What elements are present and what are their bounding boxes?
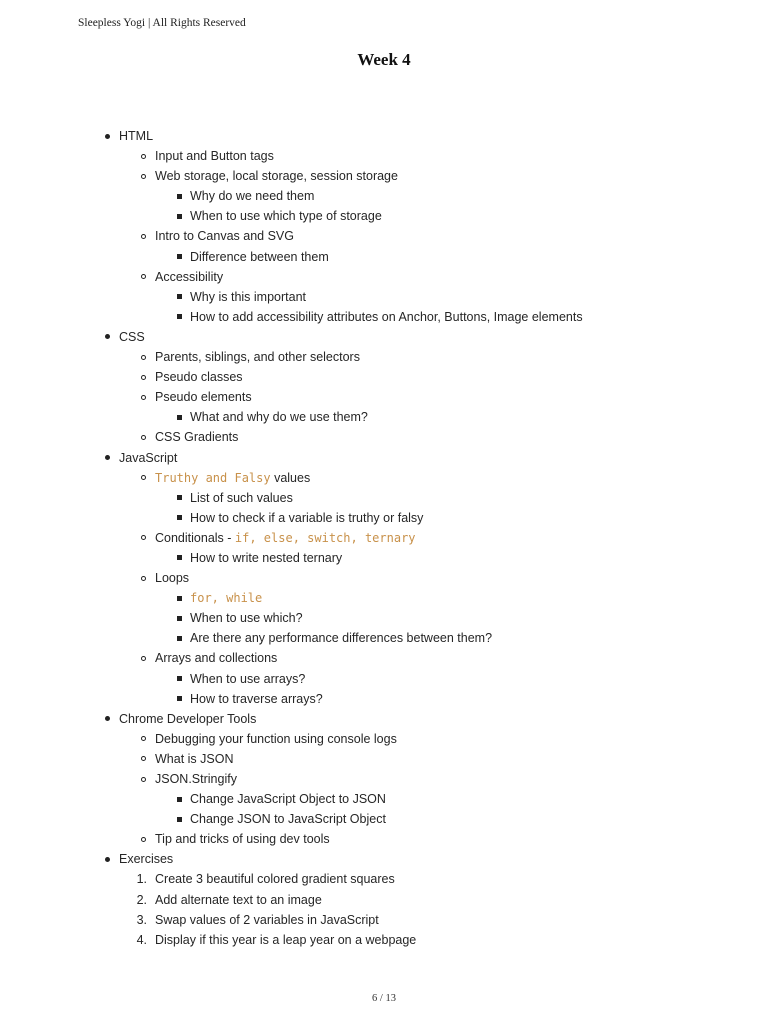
list-item-text [155, 890, 322, 910]
list-item-level-3 [0, 186, 768, 206]
list-item-text [155, 166, 398, 186]
list-item-text [155, 749, 234, 769]
numbered-item [0, 910, 768, 930]
square-bullet-icon [177, 555, 182, 560]
circle-bullet-icon [141, 174, 146, 179]
item-label: How to add accessibility attributes on Anchor, Buttons, Image elements [190, 309, 583, 324]
item-label: What and why do we use them? [190, 410, 368, 425]
list-item-text [190, 588, 262, 608]
list-item-text [155, 267, 223, 287]
list-item-text [119, 448, 177, 468]
item-label: Difference between them [190, 249, 329, 264]
item-label: Exercises [119, 852, 174, 867]
circle-bullet-icon [141, 576, 146, 581]
list-item-level-1 [0, 126, 768, 146]
list-item-level-3 [0, 689, 768, 709]
list-item-text [155, 930, 416, 950]
list-item-level-2 [0, 267, 768, 287]
square-bullet-icon [177, 214, 182, 219]
item-label: Create 3 beautiful colored gradient squares [155, 872, 395, 887]
square-bullet-icon [177, 616, 182, 621]
item-label: How to check if a variable is truthy or falsy [190, 510, 424, 525]
circle-bullet-icon [141, 756, 146, 761]
list-item-level-2 [0, 528, 768, 548]
outline-list [0, 126, 768, 950]
list-item-level-2 [0, 146, 768, 166]
list-item-level-3 [0, 789, 768, 809]
square-bullet-icon [177, 515, 182, 520]
list-item-text [190, 287, 306, 307]
item-label: CSS Gradients [155, 430, 239, 445]
list-item-text [155, 387, 252, 407]
item-label: When to use which? [190, 611, 303, 626]
numbered-item [0, 890, 768, 910]
item-label: What is JSON [155, 751, 234, 766]
item-label: Parents, siblings, and other selectors [155, 350, 360, 365]
circle-bullet-icon [141, 736, 146, 741]
list-item-level-3 [0, 809, 768, 829]
item-label: When to use which type of storage [190, 209, 382, 224]
numbered-item [0, 930, 768, 950]
disc-bullet-icon [105, 716, 110, 721]
list-item-text [190, 628, 492, 648]
list-item-text [155, 568, 189, 588]
square-bullet-icon [177, 415, 182, 420]
list-item-text [190, 508, 423, 528]
item-label: Pseudo classes [155, 370, 243, 385]
circle-bullet-icon [141, 656, 146, 661]
list-item-text [190, 689, 323, 709]
list-item-text [155, 146, 274, 166]
list-item-text [119, 327, 145, 347]
list-number: 4. [136, 932, 147, 947]
disc-bullet-icon [105, 134, 110, 139]
item-label: Change JSON to JavaScript Object [190, 812, 386, 827]
item-label: When to use arrays? [190, 671, 306, 686]
disc-bullet-icon [105, 455, 110, 460]
item-label: Intro to Canvas and SVG [155, 229, 294, 244]
list-item-text [155, 910, 379, 930]
item-label: Why do we need them [190, 189, 315, 204]
item-label: Conditionals - [155, 530, 235, 545]
list-item-level-2 [0, 568, 768, 588]
list-item-text [190, 407, 368, 427]
numbered-item [0, 869, 768, 889]
square-bullet-icon [177, 254, 182, 259]
list-number: 3. [136, 912, 147, 927]
list-item-level-3 [0, 307, 768, 327]
list-item-text [190, 247, 329, 267]
item-label: Display if this year is a leap year on a webpage [155, 932, 417, 947]
square-bullet-icon [177, 636, 182, 641]
list-item-text [190, 789, 386, 809]
list-number: 1. [136, 872, 147, 887]
item-label: How to traverse arrays? [190, 691, 323, 706]
item-label: Pseudo elements [155, 390, 252, 405]
list-item-text [155, 769, 237, 789]
item-label: Input and Button tags [155, 149, 274, 164]
item-label: CSS [119, 329, 145, 344]
item-label: Accessibility [155, 269, 224, 284]
square-bullet-icon [177, 676, 182, 681]
list-item-text [190, 186, 314, 206]
list-item-level-2 [0, 468, 768, 488]
list-item-text [119, 126, 153, 146]
circle-bullet-icon [141, 274, 146, 279]
list-item-text [155, 427, 238, 447]
list-item-level-1 [0, 327, 768, 347]
list-item-level-3 [0, 548, 768, 568]
list-item-level-1 [0, 849, 768, 869]
inline-code: for, while [190, 591, 263, 606]
list-item-text [155, 829, 330, 849]
list-item-level-2 [0, 387, 768, 407]
list-item-level-2 [0, 347, 768, 367]
list-number: 2. [136, 892, 147, 907]
square-bullet-icon [177, 797, 182, 802]
list-item-text [190, 809, 386, 829]
square-bullet-icon [177, 294, 182, 299]
list-item-level-2 [0, 749, 768, 769]
square-bullet-icon [177, 596, 182, 601]
circle-bullet-icon [141, 475, 146, 480]
item-label: Tip and tricks of using dev tools [155, 832, 330, 847]
list-item-level-2 [0, 648, 768, 668]
disc-bullet-icon [105, 334, 110, 339]
list-item-level-2 [0, 729, 768, 749]
list-item-level-1 [0, 448, 768, 468]
square-bullet-icon [177, 194, 182, 199]
inline-code: Truthy and Falsy [155, 470, 271, 485]
item-label: JSON.Stringify [155, 772, 237, 786]
list-item-text [190, 307, 583, 327]
page-number: 6 / 13 [372, 993, 396, 1004]
list-item-level-3 [0, 247, 768, 267]
item-label: How to write nested ternary [190, 550, 343, 565]
list-item-level-3 [0, 669, 768, 689]
list-item-level-3 [0, 287, 768, 307]
circle-bullet-icon [141, 234, 146, 239]
square-bullet-icon [177, 817, 182, 822]
list-item-text [190, 206, 382, 226]
list-item-text [155, 367, 243, 387]
list-item-level-3 [0, 407, 768, 427]
circle-bullet-icon [141, 837, 146, 842]
list-item-level-3 [0, 608, 768, 628]
header-note: Sleepless Yogi | All Rights Reserved [78, 17, 246, 29]
circle-bullet-icon [141, 777, 146, 782]
list-item-text [190, 608, 303, 628]
circle-bullet-icon [141, 375, 146, 380]
inline-code: if, else, switch, ternary [234, 530, 416, 545]
list-item-text [155, 528, 416, 548]
list-item-text [155, 347, 360, 367]
list-item-text [155, 648, 277, 668]
list-item-text [155, 869, 395, 889]
list-item-level-2 [0, 769, 768, 789]
circle-bullet-icon [141, 355, 146, 360]
list-item-text [190, 548, 342, 568]
square-bullet-icon [177, 314, 182, 319]
item-label: JavaScript [119, 450, 178, 465]
item-label: Debugging your function using console logs [155, 731, 397, 746]
page-title: Week 4 [357, 50, 411, 69]
list-item-level-2 [0, 226, 768, 246]
item-label: Chrome Developer Tools [119, 711, 257, 726]
list-item-text [190, 488, 293, 508]
list-item-text [119, 849, 173, 869]
list-item-level-2 [0, 427, 768, 447]
item-label: Add alternate text to an image [155, 892, 322, 907]
list-item-level-1 [0, 709, 768, 729]
item-label: Web storage, local storage, session storage [155, 169, 398, 184]
circle-bullet-icon [141, 154, 146, 159]
square-bullet-icon [177, 696, 182, 701]
list-item-text [155, 729, 397, 749]
circle-bullet-icon [141, 535, 146, 540]
item-label: values [270, 470, 311, 485]
circle-bullet-icon [141, 395, 146, 400]
list-item-level-3 [0, 488, 768, 508]
item-label: Change JavaScript Object to JSON [190, 792, 386, 807]
list-item-level-2 [0, 367, 768, 387]
list-item-level-3 [0, 588, 768, 608]
list-item-text [190, 669, 305, 689]
item-label: Why is this important [190, 289, 307, 304]
list-item-text [155, 226, 294, 246]
list-item-text [119, 709, 256, 729]
item-label: Arrays and collections [155, 651, 278, 666]
list-item-level-2 [0, 166, 768, 186]
list-item-text [155, 468, 310, 488]
item-label: Swap values of 2 variables in JavaScript [155, 912, 379, 927]
list-item-level-3 [0, 628, 768, 648]
list-item-level-3 [0, 508, 768, 528]
item-label: Loops [155, 571, 190, 586]
list-item-level-3 [0, 206, 768, 226]
square-bullet-icon [177, 495, 182, 500]
list-item-level-2 [0, 829, 768, 849]
item-label: Are there any performance differences between them? [190, 631, 493, 646]
item-label: List of such values [190, 490, 293, 505]
item-label: HTML [119, 129, 154, 143]
circle-bullet-icon [141, 435, 146, 440]
disc-bullet-icon [105, 857, 110, 862]
